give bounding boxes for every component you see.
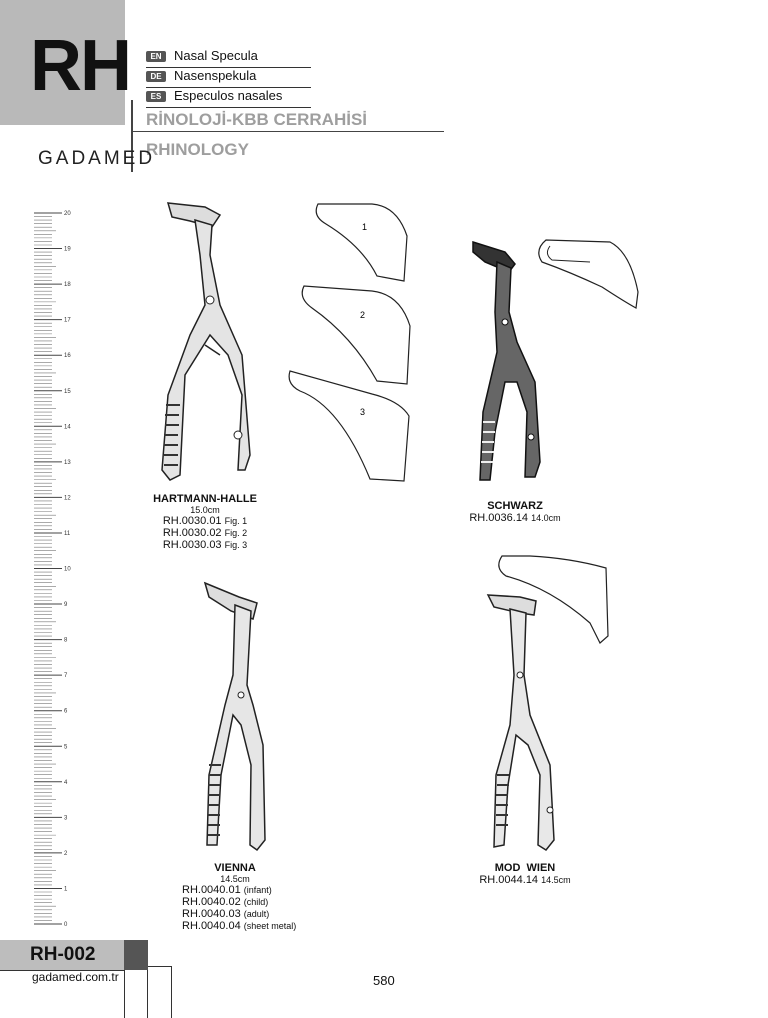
- page-number: 580: [373, 973, 395, 988]
- footer-column: [148, 966, 172, 1018]
- product-note: (child): [243, 897, 269, 907]
- ruler-label: 6: [64, 708, 68, 715]
- product-code: RH.0030.01: [162, 515, 222, 527]
- product-code: RH.0036.14: [469, 512, 529, 524]
- product-name: HARTMANN-HALLE: [153, 493, 257, 505]
- product-code-line: [130, 527, 280, 539]
- ruler-label: 4: [64, 779, 68, 786]
- lang-title: Nasal Specula: [174, 48, 258, 63]
- product-note: Fig. 3: [224, 540, 248, 550]
- product-code: RH.0030.03: [162, 539, 222, 551]
- product-size: 14.0cm: [531, 513, 561, 523]
- ruler-label: 7: [64, 673, 68, 680]
- lang-row-de: [146, 67, 311, 88]
- ruler-label: 5: [64, 744, 68, 751]
- product-note: Fig. 2: [224, 528, 248, 538]
- product-size: 15.0cm: [190, 505, 220, 515]
- ruler-label: 15: [64, 388, 71, 395]
- ruler-label: 0: [64, 922, 68, 928]
- ruler-label: 3: [64, 815, 68, 822]
- product-code: RH.0040.02: [182, 896, 241, 908]
- product-code-line: [182, 908, 310, 920]
- figure-label: 1: [362, 222, 368, 232]
- ruler-label: 16: [64, 353, 71, 360]
- product-code-line: [182, 896, 310, 908]
- website-link[interactable]: gadamed.com.tr: [32, 970, 119, 984]
- ruler-label: 18: [64, 282, 71, 289]
- product-size: 14.5cm: [220, 874, 250, 884]
- product-note: Fig. 1: [224, 516, 248, 526]
- ruler-label: 1: [64, 886, 68, 893]
- product-name: MOD WIEN: [494, 862, 556, 874]
- ruler-label: 9: [64, 602, 68, 609]
- product-code: RH.0040.04: [182, 920, 241, 932]
- measurement-ruler: [32, 200, 92, 935]
- product-code: RH.0044.14: [479, 874, 539, 886]
- divider-horizontal: [131, 131, 444, 132]
- ruler-label: 19: [64, 246, 71, 253]
- product-note: (sheet metal): [243, 921, 297, 931]
- product-note: (adult): [243, 909, 270, 919]
- ruler-label: 14: [64, 424, 71, 431]
- schwarz-blade-figure: [530, 232, 645, 312]
- lang-title: Nasenspekula: [174, 68, 257, 83]
- category-title-en: RHINOLOGY: [146, 140, 249, 159]
- figure-label: 3: [360, 407, 366, 417]
- ruler-label: 2: [64, 850, 68, 857]
- product-code-line: [182, 884, 310, 896]
- product-name: SCHWARZ: [487, 500, 543, 512]
- ruler-label: 20: [64, 211, 71, 217]
- ruler-label: 12: [64, 495, 71, 502]
- ruler-label: 11: [64, 530, 71, 537]
- product-note: (infant): [243, 885, 272, 895]
- mod-wien-blade-figure: [490, 548, 615, 648]
- ruler-label: 17: [64, 317, 71, 324]
- section-code: RH: [30, 26, 130, 106]
- product-code: RH.0040.03: [182, 908, 241, 920]
- product-code: RH.0030.02: [162, 527, 222, 539]
- mod-wien-label: [465, 862, 585, 886]
- product-code-line: [130, 515, 280, 527]
- footer-accent: [124, 940, 148, 970]
- ruler-label: 8: [64, 637, 68, 644]
- hartmann-blade-figures: [282, 196, 417, 491]
- product-code-line: [130, 539, 280, 551]
- brand-logo: GADAMED: [38, 148, 156, 169]
- ruler-label: 10: [64, 566, 71, 573]
- product-code-line: [465, 874, 585, 886]
- product-code-line: [182, 920, 310, 932]
- figure-label: 2: [360, 310, 366, 320]
- lang-badge: EN: [146, 51, 166, 62]
- hartmann-halle-image: [150, 195, 260, 490]
- vienna-label: [160, 862, 310, 932]
- product-size: 14.5cm: [541, 875, 571, 885]
- footer-column: [124, 970, 148, 1018]
- product-code-line: [455, 512, 575, 524]
- schwarz-label: [455, 500, 575, 524]
- hartmann-halle-label: [130, 493, 280, 551]
- ruler-label: 13: [64, 459, 71, 466]
- vienna-image: [195, 575, 285, 855]
- lang-badge: DE: [146, 71, 166, 82]
- product-name: VIENNA: [214, 862, 256, 874]
- category-title-tr: RİNOLOJİ-KBB CERRAHİSİ: [146, 110, 368, 129]
- catalog-code: RH-002: [30, 944, 96, 965]
- lang-title: Especulos nasales: [174, 88, 283, 103]
- lang-row-es: [146, 87, 311, 108]
- lang-row-en: [146, 47, 311, 68]
- lang-badge: ES: [146, 91, 166, 102]
- product-code: RH.0040.01: [182, 884, 241, 896]
